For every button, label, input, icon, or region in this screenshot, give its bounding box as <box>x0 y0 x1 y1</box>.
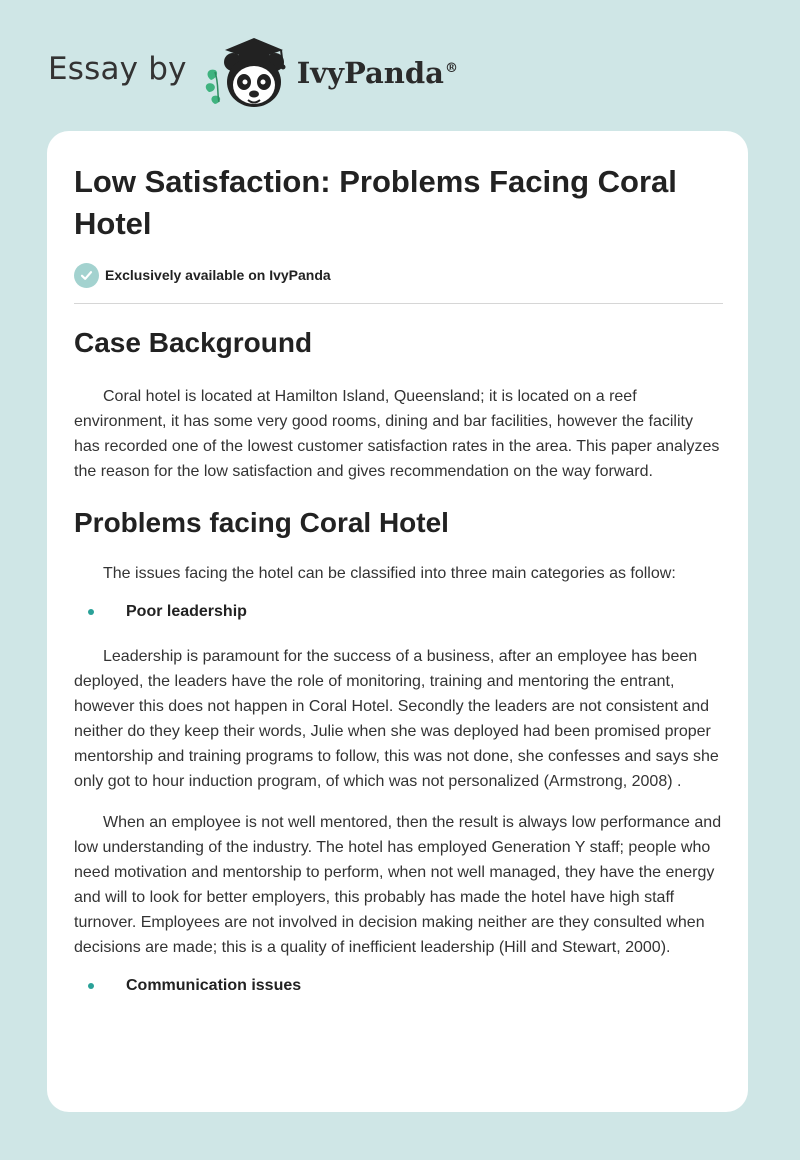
brand-prefix: Essay by <box>48 51 187 87</box>
list-item <box>74 600 723 624</box>
panda-graduate-logo-icon <box>203 32 295 112</box>
paragraph-leadership-2: When an employee is not well mentored, then the result is always low performance and low understanding of the industry. The hotel has employed Generation Y staff; people who need motivation and mentorship to perform, when not well managed, they have the energy and will to look for better employers, this probably has made the hotel have high staff turnover. Employees are not involved in decision making neither are they consulted when decisions are made; this is a quality of inefficient leadership (Hill and Stewart, 2000). <box>74 814 722 956</box>
site-brand[interactable] <box>48 32 458 112</box>
paragraph-leadership-1: Leadership is paramount for the success of a business, after an employee has been deployed, the leaders have the role of monitoring, training and mentoring the entrant, however this does not happen in Coral Hotel. Secondly the leaders are not consistent and neither do they keep their words, Julie when she was deployed had been promised proper mentorship and training programs to follow, this was not done, she confesses and says she only got to hour induction program, of which was not personalized (Armstrong, 2008) . <box>74 648 719 790</box>
paragraph-problems-intro: The issues facing the hotel can be classified into three main categories as follow: <box>103 565 676 582</box>
heading-case-background: Case Background <box>74 327 313 358</box>
essay-content <box>74 161 723 998</box>
title-divider <box>74 303 723 304</box>
essay-card <box>47 131 748 1112</box>
brand-name: IvyPanda® <box>296 56 458 90</box>
heading-problems: Problems facing Coral Hotel <box>74 507 449 538</box>
paragraph-case-background: Coral hotel is located at Hamilton Island, Queensland; it is located on a reef environment, it has some very good rooms, dining and bar facilities, however the facility has recorded one of the lowest customer satisfaction rates in the area. This paper analyzes the reason for the low satisfaction and gives recommendation on the way forward. <box>74 388 720 480</box>
bullet-label-poor-leadership: Poor leadership <box>126 603 247 620</box>
essay-title: Low Satisfaction: Problems Facing Coral Hotel <box>74 164 677 241</box>
bullet-dot-icon <box>88 983 94 989</box>
bullet-label-communication-issues: Communication issues <box>126 977 302 994</box>
list-item <box>74 974 723 998</box>
exclusive-label: Exclusively available on IvyPanda <box>105 267 331 283</box>
bullet-dot-icon <box>88 609 94 615</box>
exclusive-badge <box>74 261 723 289</box>
checkmark-icon <box>74 263 99 288</box>
